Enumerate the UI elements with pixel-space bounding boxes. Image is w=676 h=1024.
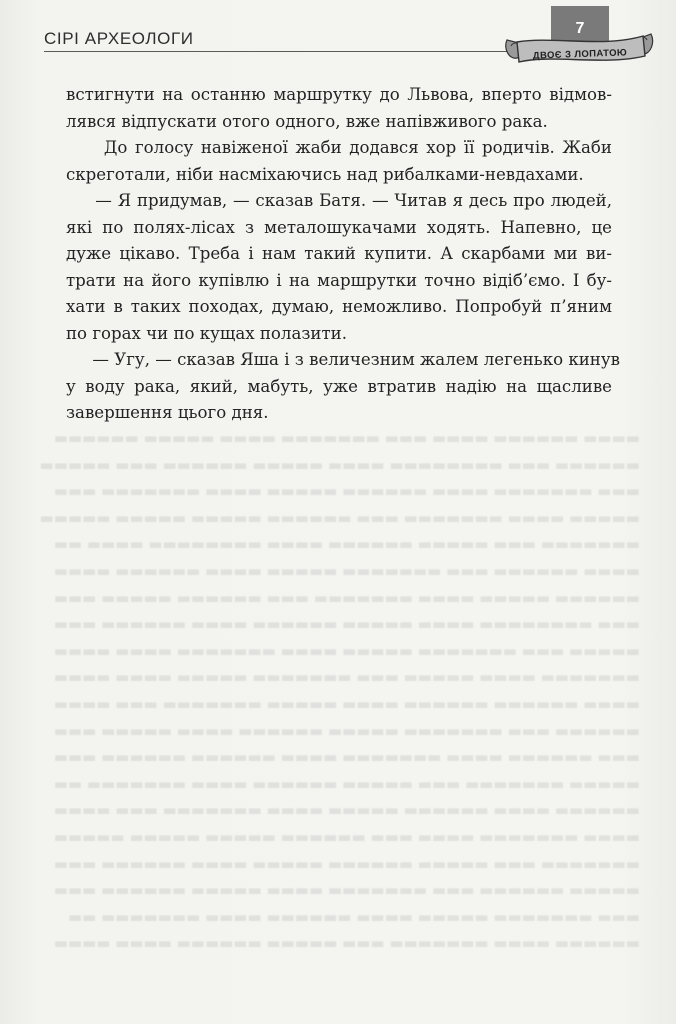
text-line: які по полях-лісах з металошукачами ходять. Напевно, це bbox=[66, 217, 612, 237]
text-line: трати на його купівлю і на маршрутки точно відіб’ємо. І бу- bbox=[66, 270, 612, 290]
chapter-badge bbox=[503, 6, 655, 70]
text-line: лявся відпускати отого одного, вже напівживого рака. bbox=[66, 111, 548, 131]
text-line: До голосу навіженої жаби додався хор її родичів. Жаби bbox=[66, 138, 612, 157]
page-number: 7 bbox=[575, 20, 585, 37]
body-text bbox=[66, 82, 620, 427]
running-head-title: СІРІ АРХЕОЛОГИ bbox=[44, 29, 194, 48]
text-line: хати в таких походах, думаю, неможливо. Попробуй п’яним bbox=[66, 297, 612, 316]
text-line: — Я придумав, — сказав Батя. — Читав я десь про людей, bbox=[66, 191, 612, 210]
text-line: дуже цікаво. Треба і нам такий купити. А скарбами ми ви- bbox=[66, 244, 612, 263]
text-line: у воду рака, який, мабуть, уже втратив надію на щасливе bbox=[66, 376, 612, 396]
text-line: завершення цього дня. bbox=[66, 403, 269, 422]
text-line: встигнути на останню маршрутку до Львова, вперто відмов- bbox=[66, 85, 612, 104]
text-line: по горах чи по кущах полазити. bbox=[66, 323, 347, 343]
chapter-title: ДВОЄ З ЛОПАТОЮ bbox=[532, 47, 628, 62]
text-line: — Угу, — сказав Яша і з величезним жалем легенько кинув bbox=[66, 350, 620, 369]
bleed-through-texture: ▬▬▬▬ ▬▬▬▬▬▬ ▬▬▬▬ ▬▬▬ ▬▬▬▬▬▬▬ ▬▬▬▬ ▬▬▬▬▬ ▬▬▬▬▬▬ ▬▬▬▬▬▬ ▬▬▬ ▬▬▬▬▬▬▬▬ ▬▬▬▬ ▬▬▬▬▬ ▬▬▬▬▬▬ ▬▬▬ ▬▬▬▬▬ ▬▬▬ ▬▬▬▬▬▬▬ ▬▬▬▬ ▬▬▬▬▬▬ ▬▬▬▬▬ ▬▬▬▬ ▬▬▬▬▬▬▬ ▬▬▬ ▬▬▬▬▬ ▬▬▬▬ ▬▬▬▬▬▬▬ ▬▬▬ ▬▬▬▬▬▬ ▬▬▬▬▬ ▬▬▬▬▬ ▬▬▬▬▬ ▬▬▬▬▬▬▬ ▬▬▬ ▬▬▬▬▬ ▬▬▬▬▬▬ ▬▬▬▬ ▬▬▬▬▬▬▬▬ ▬▬▬▬ ▬▬ ▬▬▬▬ ▬▬▬▬▬▬ ▬▬▬ ▬▬▬▬▬▬▬ ▬▬▬▬▬ ▬▬▬▬ ▬▬▬▬▬▬ ▬▬▬▬ ▬▬▬▬▬▬ ▬▬▬▬▬ ▬▬▬▬ ▬▬▬▬▬▬▬ ▬▬▬ ▬▬▬▬▬▬ ▬▬▬▬▬ ▬▬▬ ▬▬▬ ▬▬▬▬▬▬▬▬ ▬▬▬▬ ▬▬▬▬▬ ▬▬▬▬▬▬ ▬▬▬▬ ▬▬▬▬▬▬ ▬▬▬ ▬▬▬▬▬ ▬▬▬ ▬▬▬▬▬▬▬ ▬▬▬▬▬ ▬▬▬▬ ▬▬▬▬▬▬▬ ▬▬▬▬ ▬▬▬▬ ▬▬▬▬▬▬▬ ▬▬▬▬ ▬▬▬▬▬ ▬▬▬ ▬▬▬▬▬▬▬ ▬▬▬▬▬ ▬▬▬▬ ▬▬▬▬ ▬▬▬▬ ▬▬▬▬▬▬ ▬▬▬▬▬▬ ▬▬▬▬ ▬▬▬▬▬ ▬▬▬▬▬▬▬ ▬▬▬ ▬▬▬▬ ▬▬▬▬▬▬ ▬▬▬ ▬▬▬▬▬▬▬ ▬▬▬▬▬ ▬▬▬▬▬▬ ▬▬▬▬ ▬▬▬▬▬ ▬▬▬ ▬▬▬ ▬▬▬▬▬▬ ▬▬▬▬ ▬▬▬▬▬▬▬ ▬▬▬▬ ▬▬▬▬▬▬ ▬▬▬▬▬▬ ▬▬▬ ▬▬▬▬▬ ▬▬▬▬▬▬▬ ▬▬▬ ▬▬▬▬▬ ▬▬▬▬▬▬ ▬▬▬▬ ▬▬▬▬▬▬▬ ▬▬ ▬▬▬▬▬▬ ▬▬▬▬ ▬▬▬▬▬▬ ▬▬▬▬▬ ▬▬▬▬ ▬▬▬▬▬▬▬ ▬▬▬ ▬▬▬▬ ▬▬▬▬ ▬▬▬▬▬▬▬ ▬▬▬▬ ▬▬▬ ▬▬▬▬▬▬ ▬▬▬▬▬ ▬▬▬▬▬ ▬▬▬▬▬ ▬▬▬▬▬▬▬ ▬▬▬ ▬▬▬▬▬ ▬▬▬▬▬▬ ▬▬▬▬▬ ▬▬▬▬ ▬▬▬▬▬▬ ▬▬▬ ▬▬▬▬▬ ▬▬▬▬▬▬ ▬▬▬ ▬▬▬▬▬▬▬ ▬▬▬▬ ▬▬▬▬▬ ▬▬▬▬▬▬ ▬▬▬ ▬▬▬ ▬▬▬▬▬▬▬ ▬▬▬▬▬ ▬▬▬▬ ▬▬▬▬▬▬ ▬▬▬▬ ▬▬▬▬▬▬▬ ▬▬ ▬▬▬▬▬▬ ▬▬▬▬ ▬▬▬▬▬▬▬ ▬▬▬ ▬▬▬▬▬ ▬▬▬▬▬▬ ▬▬▬▬ ▬▬▬▬ bbox=[40, 429, 640, 953]
text-line: скреготали, ніби насміхаючись над рибалками-невдахами. bbox=[66, 164, 584, 184]
header-rule bbox=[44, 51, 514, 52]
